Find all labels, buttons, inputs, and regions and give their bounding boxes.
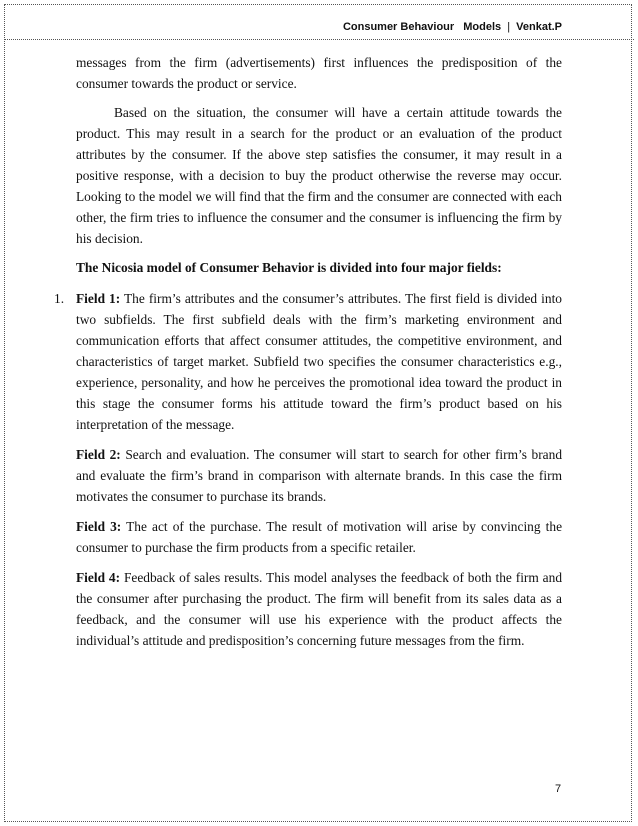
field-2-paragraph [76, 444, 562, 507]
header-divider [4, 39, 634, 40]
document-body [54, 52, 563, 651]
field-2-label: Field 2: [76, 447, 121, 462]
running-header [343, 21, 562, 33]
field-list-item [54, 288, 562, 435]
header-title: Consumer Behaviour [342, 21, 455, 33]
page-number: 7 [555, 783, 562, 795]
intro-continuation-paragraph: messages from the firm (advertisements) first influences the predisposition of the consumer towards the product or service. [76, 55, 562, 91]
field-4-paragraph [76, 567, 562, 651]
field-1-label: Field 1: [76, 291, 121, 306]
header-separator: | [507, 21, 511, 33]
field-3-label: Field 3: [76, 519, 122, 534]
list-number: 1. [54, 291, 65, 306]
field-2-text: Search and evaluation. The consumer will start to search for other firm’s brand and evaluate the firm’s brand in comparison with alternate brands. In this case the firm motivates the consumer to purchase its brands. [76, 447, 563, 504]
field-4-text: Feedback of sales results. This model analyses the feedback of both the firm and the consumer after purchasing the product. The firm will benefit from its sales data as a feedback, and the consumer will use his experience with the product affects the individual’s attitude and predisposition’s concerning future messages from the firm. [76, 570, 563, 648]
field-1-paragraph [76, 288, 562, 435]
header-section: Models [463, 21, 502, 33]
situation-paragraph: Based on the situation, the consumer will have a certain attitude towards the product. This may result in a search for the product or an evaluation of the product attributes by the consumer. If the above step satisfies the consumer, it may result in a positive response, with a decision to buy the product otherwise the reverse may occur. Looking to the model we will find that the firm and the consumer are connected with each other, the firm tries to influence the consumer and the consumer is influencing the firm by his decision. [76, 105, 562, 246]
field-1-text: The firm’s attributes and the consumer’s attributes. The first field is divided into two subfields. The first subfield deals with the firm’s marketing environment and communication efforts that affect consumer attitudes, the competitive environment, and characteristics of target market. Subfield two specifies the consumer characteristics e.g., experience, personality, and how he perceives the promotional idea toward the product in this stage the consumer forms his attitude toward the firm’s product based on his interpretation of the message. [76, 291, 562, 432]
section-heading: The Nicosia model of Consumer Behavior is divided into four major fields: [76, 260, 502, 275]
field-3-paragraph [76, 516, 562, 558]
header-author: Venkat.P [516, 21, 562, 33]
field-3-text: The act of the purchase. The result of motivation will arise by convincing the consumer to purchase the firm products from a specific retailer. [76, 519, 563, 555]
field-4-label: Field 4: [76, 570, 121, 585]
